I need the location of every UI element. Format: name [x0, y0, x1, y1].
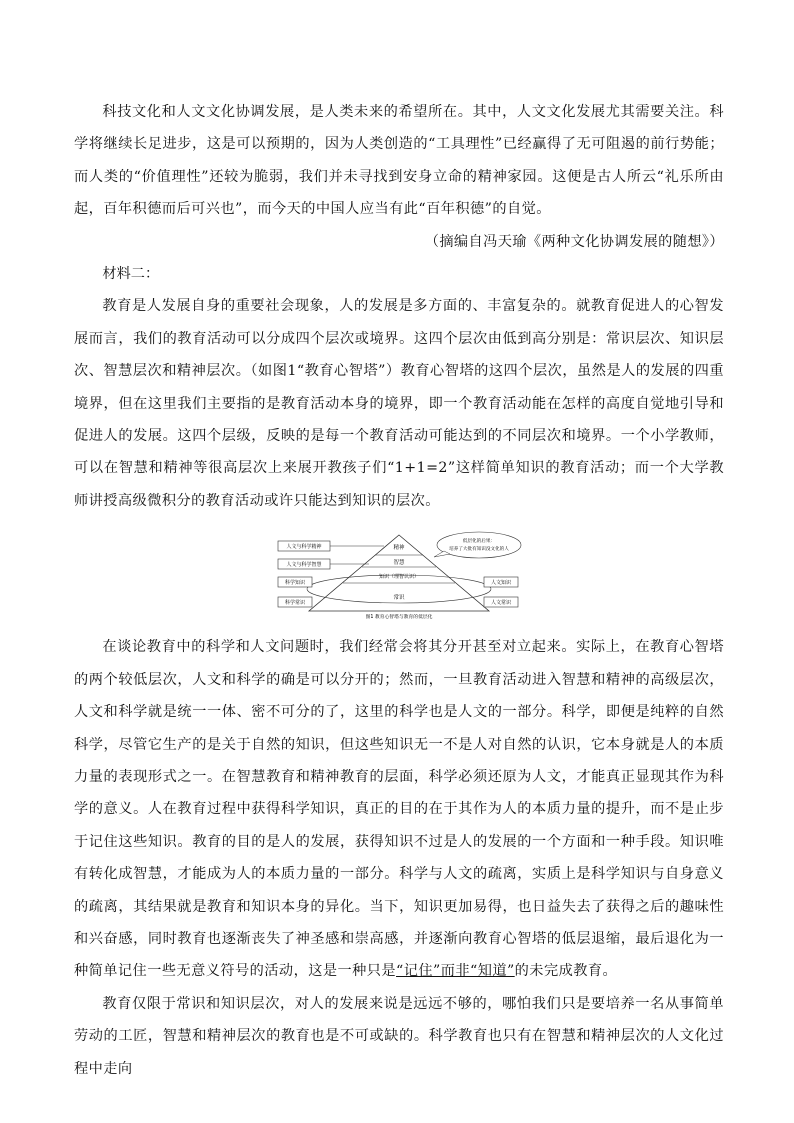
source-citation: （摘编自冯天瑜《两种文化协调发展的随想》） [424, 233, 724, 250]
right-label-humanities-common: 人文常识 [490, 600, 512, 607]
paragraph-education-levels: 教育是人发展自身的重要社会现象，人的发展是多方面的、丰富复杂的。就教育促进人的心智发展而言，我们的教育活动可以分成四个层次或境界。这四个层次由低到高分别是：常识层次、知识层次、智慧层次和精神层次。（如图1“教育心智塔”）教育心智塔的这四个层次，虽然是人的发展的四重境界，但在这里我们主要指的是教育活动本身的境界，即一个教育活动能在怎样的高度自觉地引导和促进人的发展。这四个层级，反映的是每一个教育活动可能达到的不同层次和境界。一个小学教师，可以在智慧和精神等很高层次上来展开教孩子们“1+1=2”这样简单知识的教育活动；而一个大学教师讲授高级微积分的教育活动或许只能达到知识的层次。 [74, 298, 724, 509]
paragraph-text-before: 在谈论教育中的科学和人文问题时，我们经常会将其分开甚至对立起来。实际上，在教育心智塔的两个较低层次，人文和科学的确是可以分开的；然而，一旦教育活动进入智慧和精神的高级层次，人文和科学就是统一一体、密不可分的了，这里的科学也是人文的一部分。科学，即便是纯粹的自然科学，尽管它生产的是关于自然的知识，但这些知识无一不是人对自然的认识，它本身就是人的本质力量的表现形式之一。在智慧教育和精神教育的层面，科学必须还原为人文，才能真正显现其作为科学的意义。人在教育过程中获得科学知识，真正的目的在于其作为人的本质力量的提升，而不是止步于记住这些知识。教育的目的是人的发展，获得知识不过是人的发展的一个方面和一种手段。知识唯有转化成智慧，才能成为人的本质力量的一部分。科学与人文的疏离，实质上是科学知识与自身意义的疏离，其结果就是教育和知识本身的异化。当下，知识更加易得，也日益失去了获得之后的趣味性和兴奋感，同时教育也逐渐丧失了神圣感和崇高感，并逐渐向教育心智塔的低层退缩，最后退化为一种简单记住一些无意义符号的活动，这是一种只是 [74, 639, 724, 980]
left-label-science-common: 科学常识 [284, 600, 306, 607]
figure-caption: 图1 教育心智塔与教育的低层化 [365, 615, 433, 620]
figure-education-pyramid [74, 527, 724, 631]
left-label-spirit: 人文与科学精神 [286, 544, 322, 551]
underlined-phrase: “记住”而非“知道” [396, 963, 515, 980]
level-common-sense: 常识 [393, 595, 405, 602]
paragraph-science-humanities [74, 631, 724, 987]
level-wisdom: 智慧 [393, 560, 405, 567]
left-label-wisdom: 人文与科学智慧 [286, 562, 322, 569]
level-knowledge: 知识（理智认识） [378, 574, 420, 581]
pyramid-diagram [274, 527, 524, 619]
material-two-label: 材料二： [102, 266, 160, 283]
bubble-line-1: 低层化的后果： [462, 539, 496, 545]
document-page [74, 96, 724, 1085]
level-spirit: 精神 [393, 545, 405, 552]
paragraph-text-after: 的未完成教育。 [514, 963, 618, 980]
paragraph-material-one-end: 科技文化和人文文化协调发展，是人类未来的希望所在。其中，人文文化发展尤其需要关注。科学将继续长足进步，这是可以预期的，因为人类创造的“工具理性”已经赢得了无可阻遏的前行势能；而人类的“价值理性”还较为脆弱，我们并未寻找到安身立命的精神家园。这便是古人所云“礼乐所由起，百年积德而后可兴也”，而今天的中国人应当有此“百年积德”的自觉。 [74, 104, 724, 218]
right-label-humanities-knowledge: 人文知识 [490, 580, 512, 587]
left-label-science-knowledge: 科学知识 [284, 580, 306, 587]
paragraph-education-limits: 教育仅限于常识和知识层次，对人的发展来说是远远不够的，哪怕我们只是要培养一名从事简单劳动的工匠，智慧和精神层次的教育也是不可或缺的。科学教育也只有在智慧和精神层次的人文化过程中走向 [74, 995, 724, 1077]
bubble-line-2: 培养了大批有知识没文化的人 [449, 547, 509, 553]
